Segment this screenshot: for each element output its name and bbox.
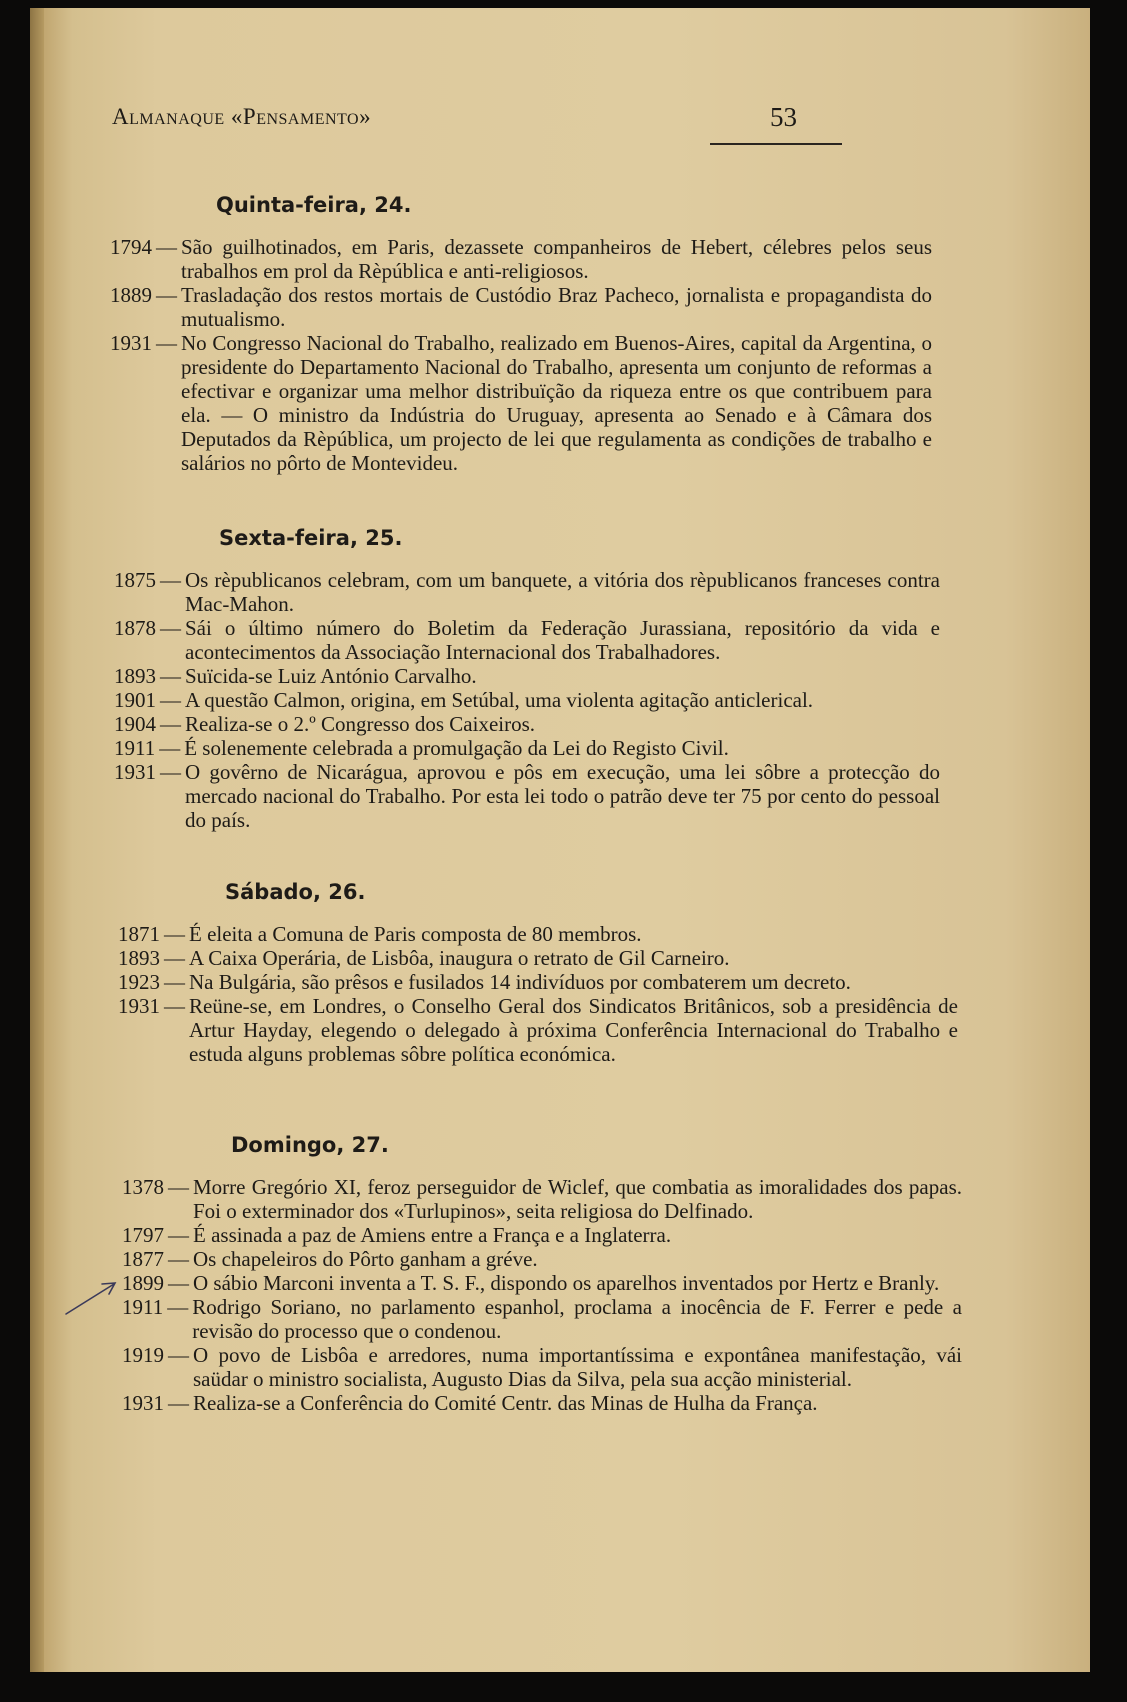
entry-year: 1904 — [114, 712, 156, 736]
entry-dash: — — [168, 1343, 189, 1367]
entry-dash: — — [159, 736, 181, 760]
chronology-entry — [118, 922, 958, 946]
entry-year: 1794 — [110, 235, 152, 259]
book-page — [30, 8, 1090, 1672]
chronology-entry — [110, 283, 932, 331]
entry-text: Os rèpublicanos celebram, com um banquete, a vitória dos rèpublicanos franceses contra Mac-Mahon. — [185, 568, 940, 616]
chronology-entry — [122, 1175, 962, 1223]
entry-dash: — — [168, 1223, 189, 1247]
entry-dash: — — [160, 712, 181, 736]
page-gutter — [30, 8, 44, 1672]
day-section — [122, 1133, 962, 1415]
entry-text: Morre Gregório XI, feroz perseguidor de Wiclef, que combatia as imoralidades dos papas. Foi o exterminador dos «Turlupinos», seita religiosa do Delfinado. — [193, 1175, 962, 1223]
entry-year: 1901 — [114, 688, 156, 712]
chronology-entry — [122, 1247, 962, 1271]
entry-text: É solenemente celebrada a promulgação da Lei do Registo Civil. — [184, 736, 729, 760]
chronology-entry — [122, 1271, 962, 1295]
entry-year: 1378 — [122, 1175, 164, 1199]
chronology-entry — [118, 970, 958, 994]
entry-dash: — — [160, 760, 181, 784]
entry-text: Reüne-se, em Londres, o Conselho Geral dos Sindicatos Britânicos, sob a presidência de Artur Hayday, elegendo o delegado à próxima Conferência Internacional do Trabalho e estuda alguns problemas sôbre política económica. — [189, 994, 958, 1066]
entry-year: 1878 — [114, 616, 156, 640]
entry-year: 1889 — [110, 283, 152, 307]
chronology-entry — [122, 1391, 962, 1415]
entry-dash: — — [160, 664, 181, 688]
entry-text: É eleita a Comuna de Paris composta de 80 membros. — [189, 922, 642, 946]
entry-dash: — — [164, 922, 185, 946]
entry-year: 1911 — [122, 1295, 164, 1319]
day-section — [110, 193, 932, 475]
entry-text: A questão Calmon, origina, em Setúbal, uma violenta agitação anticlerical. — [185, 688, 814, 712]
entry-year: 1931 — [110, 331, 152, 355]
entry-year: 1923 — [118, 970, 160, 994]
entry-dash: — — [168, 1391, 189, 1415]
entry-year: 1899 — [122, 1271, 164, 1295]
entry-dash: — — [164, 970, 185, 994]
chronology-entry — [118, 946, 958, 970]
entry-dash: — — [156, 331, 177, 355]
day-heading: Quinta-feira, 24. — [216, 193, 412, 217]
entry-dash: — — [160, 616, 181, 640]
chronology-entry — [114, 736, 940, 760]
entry-year: 1877 — [122, 1247, 164, 1271]
entry-text: Realiza-se a Conferência do Comité Centr. das Minas de Hulha da França. — [193, 1391, 818, 1415]
entry-text: É assinada a paz de Amiens entre a França e a Inglaterra. — [193, 1223, 672, 1247]
entry-year: 1893 — [114, 664, 156, 688]
entry-text: Na Bulgária, são prêsos e fusilados 14 indivíduos por combaterem um decreto. — [189, 970, 851, 994]
entry-text: Trasladação dos restos mortais de Custódio Braz Pacheco, jornalista e propagandista do mutualismo. — [181, 283, 932, 331]
chronology-entry — [114, 688, 940, 712]
entry-text: Suïcida-se Luiz António Carvalho. — [185, 664, 477, 688]
entry-year: 1871 — [118, 922, 160, 946]
entry-text: Rodrigo Soriano, no parlamento espanhol, proclama a inocência de F. Ferrer e pede a revisão do processo que o condenou. — [192, 1295, 962, 1343]
entry-text: Realiza-se o 2.º Congresso dos Caixeiros. — [185, 712, 536, 736]
entry-year: 1911 — [114, 736, 156, 760]
entry-dash: — — [156, 283, 177, 307]
day-heading: Domingo, 27. — [231, 1133, 389, 1157]
handwritten-arrow-mark — [62, 1278, 122, 1318]
entry-dash: — — [168, 1247, 189, 1271]
entry-text: Os chapeleiros do Pôrto ganham a gréve. — [193, 1247, 538, 1271]
entry-text: O povo de Lisbôa e arredores, numa importantíssima e expontânea manifestação, vái saüdar o ministro socialista, Augusto Dias da Silva, pela sua acção ministerial. — [193, 1343, 962, 1391]
entry-dash: — — [160, 688, 181, 712]
page-number-rule — [710, 143, 842, 145]
entry-dash: — — [167, 1295, 189, 1319]
chronology-entry — [118, 994, 958, 1066]
entry-text: Sái o último número do Boletim da Federação Jurassiana, repositório da vida e acontecimentos da Associação Internacional dos Trabalhadores. — [185, 616, 940, 664]
chronology-entry — [114, 712, 940, 736]
chronology-entry — [110, 331, 932, 475]
entry-year: 1893 — [118, 946, 160, 970]
running-header: Almanaque «Pensamento» — [112, 104, 372, 129]
entry-dash: — — [164, 994, 185, 1018]
day-heading: Sexta-feira, 25. — [219, 526, 403, 550]
entry-text: No Congresso Nacional do Trabalho, realizado em Buenos-Aires, capital da Argentina, o presidente do Departamento Nacional do Trabalho, apresenta um conjunto de reformas a efectivar e organizar uma melhor distribuïção da riqueza entre os que contribuem para ela. — O ministro da Indústria do Uruguay, apresenta ao Senado e à Câmara dos Deputados da Rèpública, um projecto de lei que regulamenta as condições de trabalho e salários no pôrto de Montevideu. — [181, 331, 932, 475]
entry-text: O govêrno de Nicarágua, aprovou e pôs em execução, uma lei sôbre a protecção do mercado nacional do Trabalho. Por esta lei todo o patrão deve ter 75 por cento do pessoal do país. — [185, 760, 940, 832]
entry-year: 1931 — [118, 994, 160, 1018]
chronology-entry — [114, 616, 940, 664]
entry-dash: — — [168, 1271, 189, 1295]
entry-year: 1919 — [122, 1343, 164, 1367]
day-heading: Sábado, 26. — [225, 880, 366, 904]
chronology-entry — [114, 568, 940, 616]
entry-dash: — — [164, 946, 185, 970]
page-number: 53 — [770, 102, 797, 132]
chronology-entry — [110, 235, 932, 283]
entry-year: 1931 — [114, 760, 156, 784]
day-section — [114, 526, 940, 832]
entry-year: 1797 — [122, 1223, 164, 1247]
chronology-entry — [122, 1223, 962, 1247]
entry-text: A Caixa Operária, de Lisbôa, inaugura o retrato de Gil Carneiro. — [189, 946, 730, 970]
chronology-entry — [122, 1295, 962, 1343]
entry-year: 1931 — [122, 1391, 164, 1415]
chronology-entry — [122, 1343, 962, 1391]
entry-dash: — — [156, 235, 177, 259]
day-section — [118, 880, 958, 1066]
chronology-entry — [114, 664, 940, 688]
entry-dash: — — [160, 568, 181, 592]
entry-text: São guilhotinados, em Paris, dezassete companheiros de Hebert, célebres pelos seus trabalhos em prol da Rèpública e anti-religiosos. — [181, 235, 932, 283]
chronology-entry — [114, 760, 940, 832]
entry-dash: — — [168, 1175, 189, 1199]
entry-year: 1875 — [114, 568, 156, 592]
entry-text: O sábio Marconi inventa a T. S. F., dispondo os aparelhos inventados por Hertz e Branly. — [193, 1271, 940, 1295]
